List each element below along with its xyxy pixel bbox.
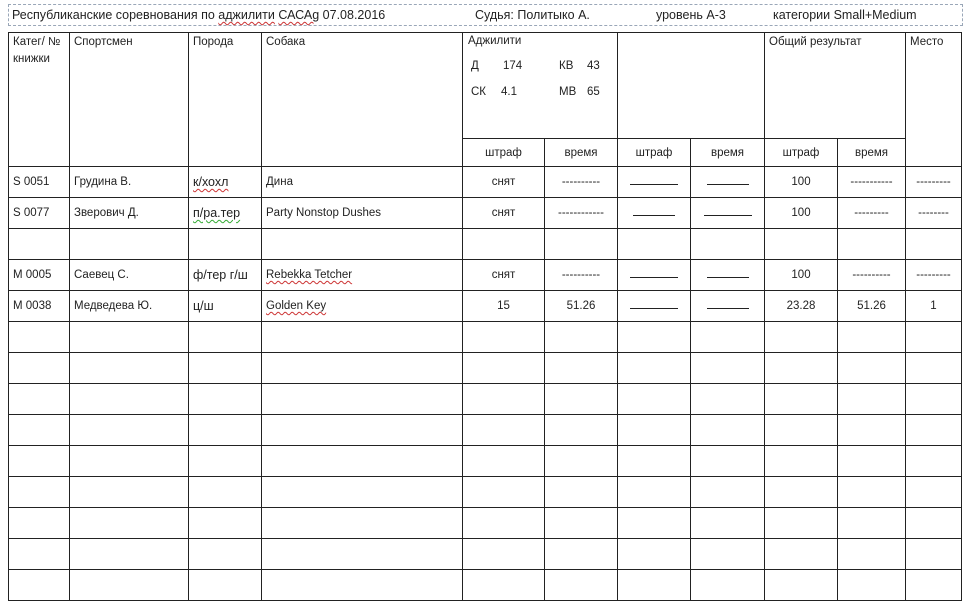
cell-agility-penalty <box>463 229 545 260</box>
cell-dog: Дина <box>262 167 463 198</box>
cell-second-penalty <box>618 539 691 570</box>
cell-breed-text: к/хохл <box>193 175 229 189</box>
cell-place <box>906 446 962 477</box>
cell-dog: Party Nonstop Dushes <box>262 198 463 229</box>
cell-athlete <box>70 384 189 415</box>
cell-second-time <box>691 508 765 539</box>
cell-total-time <box>838 322 906 353</box>
cell-athlete <box>70 570 189 601</box>
cell-agility-penalty <box>463 353 545 384</box>
cell-athlete <box>70 415 189 446</box>
cell-category: S 0077 <box>9 198 70 229</box>
cell-athlete: Зверович Д. <box>70 198 189 229</box>
cell-second-time <box>691 260 765 291</box>
header-agility <box>463 33 618 139</box>
cell-second-time <box>691 446 765 477</box>
cell-second-time <box>691 353 765 384</box>
cell-category <box>9 477 70 508</box>
cell-second-penalty <box>618 477 691 508</box>
subheader-second-time: время <box>691 139 765 167</box>
cell-agility-penalty: снят <box>463 198 545 229</box>
cell-second-penalty <box>618 260 691 291</box>
cell-category <box>9 322 70 353</box>
subheader-agility-penalty: штраф <box>463 139 545 167</box>
cell-agility-penalty: снят <box>463 167 545 198</box>
competition-date: 07.08.2016 <box>322 8 386 22</box>
cell-place: --------- <box>906 167 962 198</box>
cell-dog <box>262 353 463 384</box>
table-row <box>9 291 962 322</box>
header-total-result: Общий результат <box>765 33 906 139</box>
cell-athlete <box>70 446 189 477</box>
cell-total-penalty: 100 <box>765 167 838 198</box>
cell-agility-time: ---------- <box>545 167 618 198</box>
cell-dog <box>262 508 463 539</box>
cell-breed: ф/тер г/ш <box>189 260 262 291</box>
cell-breed <box>189 353 262 384</box>
title-organization: САСАg <box>278 8 320 22</box>
table-row <box>9 477 962 508</box>
cell-second-penalty <box>618 322 691 353</box>
table-row <box>9 260 962 291</box>
cell-category: M 0038 <box>9 291 70 322</box>
cell-place: 1 <box>906 291 962 322</box>
cell-second-time <box>691 539 765 570</box>
cell-dog <box>262 384 463 415</box>
cell-total-time: ---------- <box>838 260 906 291</box>
cell-second-time <box>691 415 765 446</box>
cell-place <box>906 570 962 601</box>
cell-agility-penalty <box>463 322 545 353</box>
subheader-total-penalty: штраф <box>765 139 838 167</box>
cell-total-time <box>838 415 906 446</box>
cell-total-penalty <box>765 539 838 570</box>
cell-athlete <box>70 477 189 508</box>
cell-athlete: Медведева Ю. <box>70 291 189 322</box>
blank-line <box>630 178 678 185</box>
cell-total-time <box>838 508 906 539</box>
cell-agility-time: ------------ <box>545 198 618 229</box>
param-sk-label: СК <box>471 86 487 98</box>
cell-agility-penalty <box>463 477 545 508</box>
cell-place: --------- <box>906 260 962 291</box>
cell-dog-text: Golden Key <box>266 300 327 312</box>
header-athlete: Спортсмен <box>70 33 189 167</box>
table-row <box>9 384 962 415</box>
cell-dog <box>262 415 463 446</box>
cell-agility-penalty <box>463 384 545 415</box>
cell-breed <box>189 229 262 260</box>
cell-second-penalty <box>618 353 691 384</box>
cell-category: M 0005 <box>9 260 70 291</box>
header-place: Место <box>906 33 962 167</box>
cell-total-penalty <box>765 477 838 508</box>
cell-dog <box>262 229 463 260</box>
param-sk-value: 4.1 <box>501 86 517 98</box>
cell-place <box>906 415 962 446</box>
cell-agility-time <box>545 446 618 477</box>
judge-label: Судья: Политыко А. <box>475 8 590 22</box>
table-row <box>9 539 962 570</box>
table-row <box>9 415 962 446</box>
cell-second-penalty <box>618 446 691 477</box>
blank-line <box>707 302 749 309</box>
cell-breed <box>189 508 262 539</box>
blank-line <box>707 271 749 278</box>
cell-second-penalty <box>618 508 691 539</box>
cell-second-time <box>691 167 765 198</box>
cell-dog <box>262 477 463 508</box>
level-label: уровень А-3 <box>656 8 726 22</box>
cell-second-penalty <box>618 167 691 198</box>
cell-second-penalty <box>618 291 691 322</box>
cell-agility-time <box>545 322 618 353</box>
cell-agility-time: ---------- <box>545 260 618 291</box>
cell-category <box>9 508 70 539</box>
cell-total-time <box>838 446 906 477</box>
cell-category <box>9 353 70 384</box>
table-row <box>9 570 962 601</box>
cell-dog <box>262 260 463 291</box>
cell-total-time: --------- <box>838 198 906 229</box>
blank-line <box>633 209 675 216</box>
cell-agility-penalty <box>463 446 545 477</box>
cell-agility-time <box>545 229 618 260</box>
header-category-text: Катег/ № книжки <box>13 36 61 65</box>
cell-category <box>9 415 70 446</box>
blank-line <box>707 178 749 185</box>
cell-breed <box>189 322 262 353</box>
header-category-book <box>9 33 70 167</box>
param-d-label: Д <box>471 60 479 72</box>
cell-agility-time <box>545 384 618 415</box>
cell-total-time <box>838 384 906 415</box>
subheader-second-penalty: штраф <box>618 139 691 167</box>
param-mv-value: 65 <box>587 86 600 98</box>
cell-second-time <box>691 322 765 353</box>
cell-athlete <box>70 353 189 384</box>
category-label: категории Small+Medium <box>773 8 917 22</box>
cell-total-time: ----------- <box>838 167 906 198</box>
cell-total-penalty <box>765 384 838 415</box>
cell-athlete <box>70 322 189 353</box>
cell-athlete <box>70 508 189 539</box>
cell-agility-time: 51.26 <box>545 291 618 322</box>
header-breed: Порода <box>189 33 262 167</box>
cell-category <box>9 570 70 601</box>
cell-dog <box>262 446 463 477</box>
table-row <box>9 322 962 353</box>
cell-total-penalty: 23.28 <box>765 291 838 322</box>
table-row <box>9 508 962 539</box>
header-dog: Собака <box>262 33 463 167</box>
cell-second-penalty <box>618 384 691 415</box>
cell-total-time <box>838 229 906 260</box>
cell-agility-penalty <box>463 539 545 570</box>
cell-place <box>906 477 962 508</box>
subheader-agility-time: время <box>545 139 618 167</box>
cell-agility-penalty: снят <box>463 260 545 291</box>
cell-place <box>906 229 962 260</box>
results-table <box>8 32 962 601</box>
cell-athlete: Грудина В. <box>70 167 189 198</box>
cell-place <box>906 353 962 384</box>
cell-agility-penalty <box>463 415 545 446</box>
cell-breed: ц/ш <box>189 291 262 322</box>
cell-breed <box>189 539 262 570</box>
table-row <box>9 167 962 198</box>
cell-breed <box>189 415 262 446</box>
cell-dog-text: Rebekka Tetcher <box>266 269 353 281</box>
cell-total-penalty <box>765 353 838 384</box>
cell-place <box>906 384 962 415</box>
cell-second-time <box>691 198 765 229</box>
cell-agility-penalty <box>463 508 545 539</box>
param-d-value: 174 <box>503 60 523 72</box>
param-mv-label: МВ <box>559 86 577 98</box>
cell-agility-time <box>545 353 618 384</box>
cell-second-penalty <box>618 570 691 601</box>
cell-second-time <box>691 477 765 508</box>
cell-dog <box>262 322 463 353</box>
cell-agility-time <box>545 539 618 570</box>
cell-second-penalty <box>618 198 691 229</box>
document-header <box>8 4 963 26</box>
cell-total-penalty <box>765 415 838 446</box>
cell-total-penalty <box>765 229 838 260</box>
cell-second-penalty <box>618 415 691 446</box>
cell-agility-time <box>545 415 618 446</box>
cell-dog <box>262 539 463 570</box>
agility-title: Аджилити <box>468 35 522 47</box>
cell-total-penalty: 100 <box>765 260 838 291</box>
cell-second-time <box>691 570 765 601</box>
cell-agility-time <box>545 570 618 601</box>
table-row <box>9 353 962 384</box>
cell-agility-time <box>545 508 618 539</box>
cell-second-time <box>691 384 765 415</box>
cell-place <box>906 539 962 570</box>
cell-total-time <box>838 570 906 601</box>
empty-rows-group <box>9 322 962 601</box>
table-row <box>9 446 962 477</box>
cell-place <box>906 508 962 539</box>
table-row <box>9 229 962 260</box>
blank-line <box>630 271 678 278</box>
agility-params-block <box>463 33 617 137</box>
cell-athlete: Саевец С. <box>70 260 189 291</box>
cell-agility-time <box>545 477 618 508</box>
cell-total-penalty: 100 <box>765 198 838 229</box>
cell-agility-penalty <box>463 570 545 601</box>
cell-agility-penalty: 15 <box>463 291 545 322</box>
cell-dog <box>262 570 463 601</box>
cell-total-time <box>838 477 906 508</box>
cell-total-penalty <box>765 446 838 477</box>
cell-total-time: 51.26 <box>838 291 906 322</box>
cell-breed <box>189 446 262 477</box>
blank-line <box>704 209 752 216</box>
cell-category <box>9 446 70 477</box>
cell-athlete <box>70 539 189 570</box>
param-kv-label: КВ <box>559 60 574 72</box>
cell-category <box>9 384 70 415</box>
subheader-total-time: время <box>838 139 906 167</box>
cell-breed <box>189 198 262 229</box>
cell-breed <box>189 477 262 508</box>
cell-breed-text: п/ра.тер <box>193 206 241 220</box>
cell-total-penalty <box>765 322 838 353</box>
cell-category: S 0051 <box>9 167 70 198</box>
header-empty-section <box>618 33 765 139</box>
cell-total-penalty <box>765 508 838 539</box>
cell-second-penalty <box>618 229 691 260</box>
cell-breed <box>189 384 262 415</box>
title-agility-word: аджилити <box>218 8 275 22</box>
cell-total-penalty <box>765 570 838 601</box>
cell-place: -------- <box>906 198 962 229</box>
cell-breed <box>189 167 262 198</box>
blank-line <box>630 302 678 309</box>
cell-total-time <box>838 353 906 384</box>
cell-place <box>906 322 962 353</box>
cell-second-time <box>691 291 765 322</box>
title-text: Республиканские соревнования по <box>12 8 219 22</box>
cell-second-time <box>691 229 765 260</box>
cell-breed <box>189 570 262 601</box>
table-row <box>9 198 962 229</box>
cell-total-time <box>838 539 906 570</box>
cell-dog <box>262 291 463 322</box>
competition-title <box>12 8 385 22</box>
param-kv-value: 43 <box>587 60 600 72</box>
cell-athlete <box>70 229 189 260</box>
cell-category <box>9 229 70 260</box>
cell-category <box>9 539 70 570</box>
